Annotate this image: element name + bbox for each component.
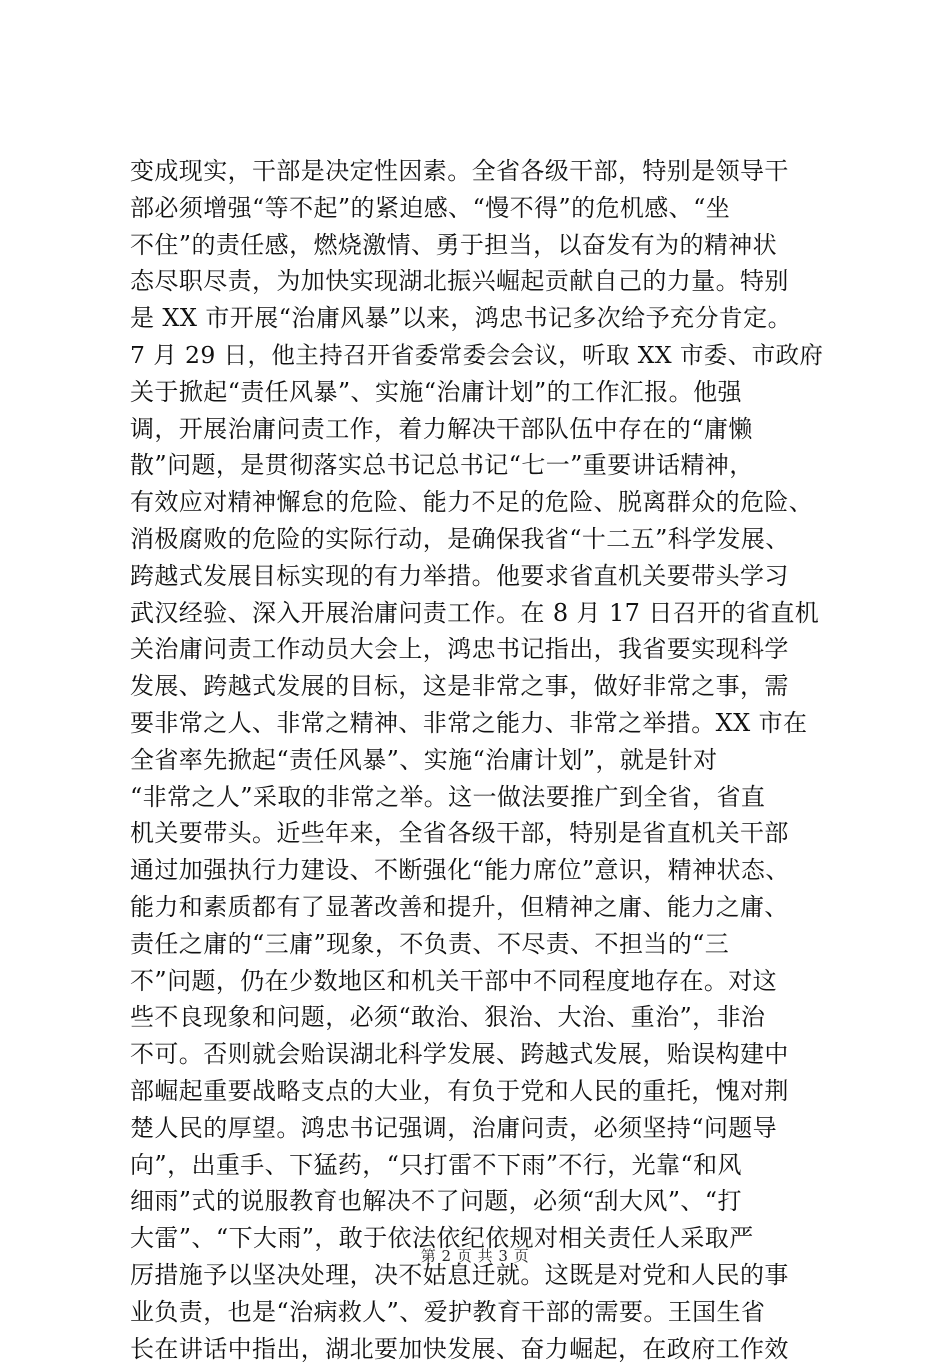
text-line: 些不良现象和问题，必须“敢治、狠治、大治、重治”，非治 <box>130 999 830 1036</box>
text-line: 是 XX 市开展“治庸风暴”以来，鸿忠书记多次给予充分肯定。 <box>130 300 830 337</box>
text-line: 楚人民的厚望。鸿忠书记强调，治庸问责，必须坚持“问题导 <box>130 1110 830 1147</box>
text-line: 责任之庸的“三庸”现象，不负责、不尽责、不担当的“三 <box>130 926 830 963</box>
text-line: 变成现实，干部是决定性因素。全省各级干部，特别是领导干 <box>130 153 830 190</box>
text-line: 通过加强执行力建设、不断强化“能力席位”意识，精神状态、 <box>130 852 830 889</box>
text-line: 业负责，也是“治病救人”、爱护教育干部的需要。王国生省 <box>130 1294 830 1331</box>
text-line: 全省率先掀起“责任风暴”、实施“治庸计划”，就是针对 <box>130 742 830 779</box>
text-line: 机关要带头。近些年来，全省各级干部，特别是省直机关干部 <box>130 815 830 852</box>
text-line: 调，开展治庸问责工作，着力解决干部队伍中存在的“庸懒 <box>130 411 830 448</box>
text-line: 厉措施予以坚决处理，决不姑息迁就。这既是对党和人民的事 <box>130 1257 830 1294</box>
body-text <box>130 153 830 1367</box>
text-line: 向”，出重手、下猛药，“只打雷不下雨”不行，光靠“和风 <box>130 1147 830 1184</box>
text-line: 跨越式发展目标实现的有力举措。他要求省直机关要带头学习 <box>130 558 830 595</box>
text-line: “非常之人”采取的非常之举。这一做法要推广到全省，省直 <box>130 779 830 816</box>
page-footer: 第 2 页 共 3 页 <box>0 1245 950 1266</box>
text-line: 态尽职尽责，为加快实现湖北振兴崛起贡献自己的力量。特别 <box>130 263 830 300</box>
text-line: 部崛起重要战略支点的大业，有负于党和人民的重托，愧对荆 <box>130 1073 830 1110</box>
text-line: 关治庸问责工作动员大会上，鸿忠书记指出，我省要实现科学 <box>130 631 830 668</box>
text-line: 不”问题，仍在少数地区和机关干部中不同程度地存在。对这 <box>130 963 830 1000</box>
text-line: 关于掀起“责任风暴”、实施“治庸计划”的工作汇报。他强 <box>130 374 830 411</box>
text-line: 细雨”式的说服教育也解决不了问题，必须“刮大风”、“打 <box>130 1183 830 1220</box>
text-line: 散”问题，是贯彻落实总书记总书记“七一”重要讲话精神， <box>130 447 830 484</box>
text-line: 不可。否则就会贻误湖北科学发展、跨越式发展，贻误构建中 <box>130 1036 830 1073</box>
text-line: 要非常之人、非常之精神、非常之能力、非常之举措。XX 市在 <box>130 705 830 742</box>
text-line: 能力和素质都有了显著改善和提升，但精神之庸、能力之庸、 <box>130 889 830 926</box>
text-line: 部必须增强“等不起”的紧迫感、“慢不得”的危机感、“坐 <box>130 190 830 227</box>
text-line: 武汉经验、深入开展治庸问责工作。在 8 月 17 日召开的省直机 <box>130 595 830 632</box>
text-line: 发展、跨越式发展的目标，这是非常之事，做好非常之事，需 <box>130 668 830 705</box>
text-line: 大雷”、“下大雨”，敢于依法依纪依规对相关责任人采取严 <box>130 1220 830 1257</box>
text-line: 消极腐败的危险的实际行动，是确保我省“十二五”科学发展、 <box>130 521 830 558</box>
text-line: 长在讲话中指出，湖北要加快发展、奋力崛起，在政府工作效 <box>130 1331 830 1367</box>
text-line: 有效应对精神懈怠的危险、能力不足的危险、脱离群众的危险、 <box>130 484 830 521</box>
text-line: 7 月 29 日，他主持召开省委常委会会议，听取 XX 市委、市政府 <box>130 337 830 374</box>
text-line: 不住”的责任感，燃烧激情、勇于担当，以奋发有为的精神状 <box>130 227 830 264</box>
